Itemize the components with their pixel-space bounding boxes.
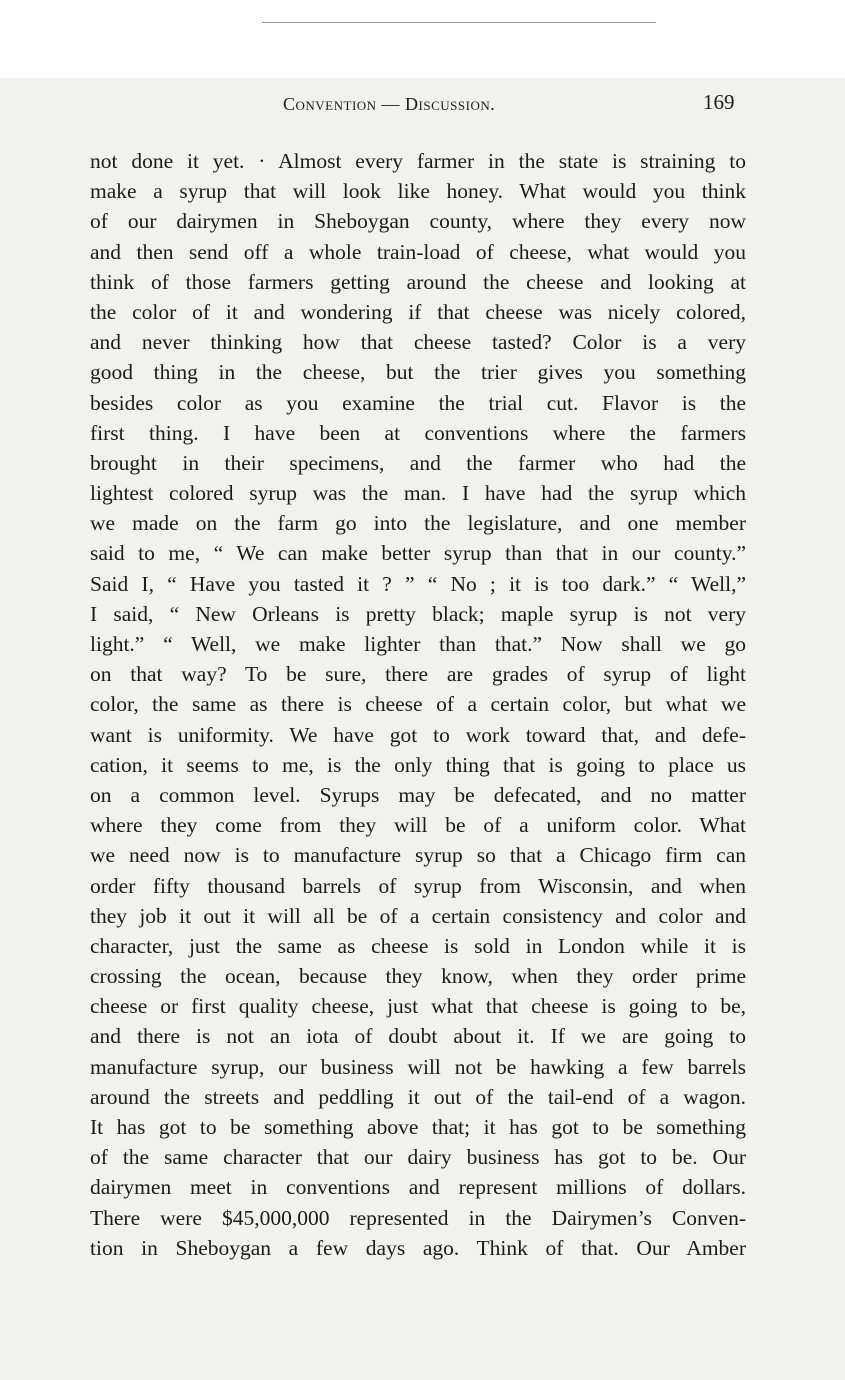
text-line: order fifty thousand barrels of syrup from Wisconsin, and when	[90, 873, 746, 898]
text-line: we made on the farm go into the legislature, and one member	[90, 511, 746, 536]
text-line: There were $45,000,000 represented in the Dairymen’s Conven-	[90, 1205, 746, 1230]
text-line: color, the same as there is cheese of a certain color, but what we	[90, 692, 746, 717]
text-line: where they come from they will be of a uniform color. What	[90, 813, 746, 838]
text-line: said to me, “ We can make better syrup than that in our county.”	[90, 541, 746, 566]
text-line: of the same character that our dairy business has got to be. Our	[90, 1145, 746, 1170]
running-title: Convention — Discussion.	[283, 94, 496, 114]
text-line: the color of it and wondering if that cheese was nicely colored,	[90, 299, 746, 324]
text-line: make a syrup that will look like honey. What would you think	[90, 179, 746, 204]
text-line: cation, it seems to me, is the only thing that is going to place us	[90, 752, 746, 777]
text-line: think of those farmers getting around the cheese and looking at	[90, 269, 746, 294]
text-line: light.” “ Well, we make lighter than that.” Now shall we go	[90, 632, 746, 656]
text-line: and never thinking how that cheese tasted? Color is a very	[90, 330, 746, 355]
text-line: good thing in the cheese, but the trier gives you something	[90, 360, 746, 385]
text-line: tion in Sheboygan a few days ago. Think of that. Our Amber	[90, 1235, 746, 1260]
text-line: and there is not an iota of doubt about it. If we are going to	[90, 1024, 746, 1049]
text-line: around the streets and peddling it out of the tail-end of a wagon.	[90, 1084, 746, 1109]
body-text	[90, 146, 746, 1263]
text-line: want is uniformity. We have got to work toward that, and defe-	[90, 722, 746, 747]
text-line: on a common level. Syrups may be defecated, and no matter	[90, 782, 746, 807]
text-line: we need now is to manufacture syrup so that a Chicago firm can	[90, 843, 746, 868]
text-line: and then send off a whole train-load of cheese, what would you	[90, 239, 746, 264]
text-line: first thing. I have been at conventions where the farmers	[90, 420, 746, 445]
text-line: lightest colored syrup was the man. I have had the syrup which	[90, 481, 746, 506]
text-line: cheese or first quality cheese, just what that cheese is going to be,	[90, 994, 746, 1019]
text-line: not done it yet. · Almost every farmer in the state is straining to	[90, 149, 746, 173]
text-line: they job it out it will all be of a certain consistency and color and	[90, 903, 746, 928]
text-line: dairymen meet in conventions and represent millions of dollars.	[90, 1175, 746, 1200]
text-line: besides color as you examine the trial cut. Flavor is the	[90, 390, 746, 415]
running-head	[0, 92, 845, 122]
page-number: 169	[703, 90, 735, 114]
text-line: of our dairymen in Sheboygan county, where they every now	[90, 209, 746, 234]
text-line: on that way? To be sure, there are grades of syrup of light	[90, 662, 746, 687]
text-line: manufacture syrup, our business will not be hawking a few barrels	[90, 1054, 746, 1079]
text-line: character, just the same as cheese is sold in London while it is	[90, 933, 746, 958]
top-rule	[262, 22, 656, 23]
text-line: It has got to be something above that; it has got to be something	[90, 1115, 746, 1139]
text-line: I said, “ New Orleans is pretty black; maple syrup is not very	[90, 601, 746, 626]
text-line: crossing the ocean, because they know, when they order prime	[90, 964, 746, 989]
text-line: brought in their specimens, and the farmer who had the	[90, 450, 746, 475]
text-line: Said I, “ Have you tasted it ? ” “ No ; it is too dark.” “ Well,”	[90, 571, 746, 596]
